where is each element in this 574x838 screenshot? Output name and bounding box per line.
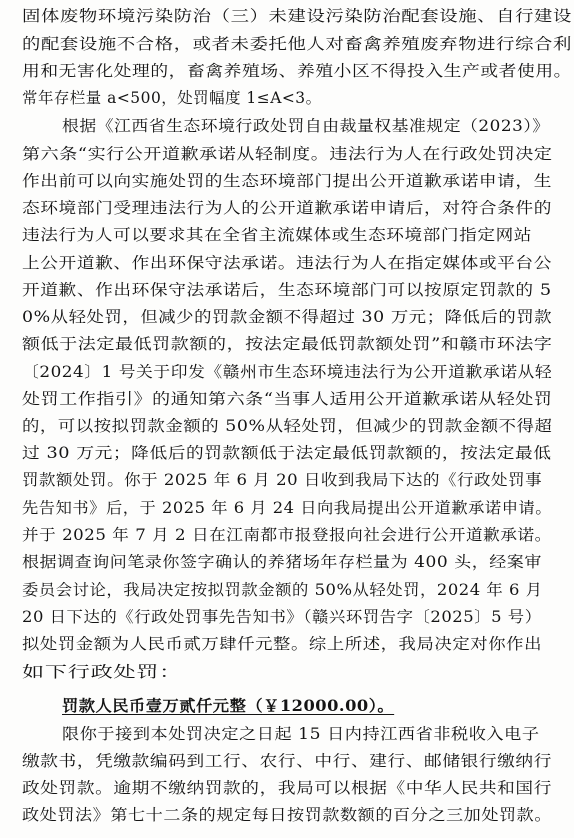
text-line: 如下行政处罚： <box>22 663 183 681</box>
text-line: 缴款书，凭缴款编码到工行、农行、中行、建行、邮储银行缴纳行 <box>22 752 552 770</box>
text-line: 20 日下达的《行政处罚事先告知书》（赣兴环罚告字〔2025〕5 号） <box>22 608 542 626</box>
text-line: 并于 2025 年 7 月 2 日在江南都市报登报向社会进行公开道歉承诺。 <box>22 526 552 544</box>
text-line: 过 30 万元；降低后的罚款额低于法定最低罚款额的，按法定最低 <box>22 444 552 462</box>
text-line: 委员会讨论，我局决定按拟罚款金额的 50%从轻处罚，2024 年 6 月 <box>22 581 543 599</box>
text-line: 拟处罚金额为人民币贰万肆仟元整。综上所述，我局决定对你作出 <box>22 635 543 653</box>
text-line: 先告知书》后，于 2025 年 6 月 24 日向我局提出公开道歉承诺申请。 <box>22 499 553 517</box>
text-line: 的配套设施不合格，或者未委托他人对畜禽养殖废弃物进行综合利 <box>22 35 572 53</box>
text-line: 处罚工作指引》的通知第六条“当事人适用公开道歉承诺从轻处罚 <box>22 390 553 408</box>
text-line: 0%从轻处罚，但减少的罚款金额不得超过 30 万元；降低后的罚款 <box>22 308 553 326</box>
text-line: 罚款额处罚。你于 2025 年 6 月 20 日收到我局下达的《行政处罚事 <box>22 471 543 489</box>
text-line: 根据《江西省生态环境行政处罚自由裁量权基准规定（2023）》 <box>62 117 550 135</box>
text-line: 政处罚法》第七十二条的规定每日按罚款数额的百分之三加处罚款。 <box>22 806 553 824</box>
text-line: 第六条“实行公开道歉承诺从轻制度。违法行为人在行政处罚决定 <box>22 145 553 163</box>
text-line: 的，可以按拟罚款金额的 50%从轻处罚，但减少的罚款金额不得超 <box>22 417 553 435</box>
text-line: 违法行为人可以要求其在全省主流媒体或生态环境部门指定网站 <box>22 226 533 244</box>
text-line: 额低于法定最低罚款额的，按法定最低罚款额处罚”和赣市环法字 <box>22 335 553 353</box>
text-line: 固体废物环境污染防治（三）未建设污染防治配套设施、自行建设 <box>22 7 572 25</box>
text-line: 上公开道歉、作出环保守法承诺。违法行为人在指定媒体或平台公 <box>22 254 552 272</box>
text-line: 用和无害化处理的，畜禽养殖场、养殖小区不得投入生产或者使用。 <box>22 62 573 80</box>
text-line: 〔2024〕1 号关于印发《赣州市生态环境违法行为公开道歉承诺从轻 <box>22 363 553 381</box>
text-line: 开道歉、作出环保守法承诺后，生态环境部门可以按原定罚款的 5 <box>22 281 552 299</box>
text-line: 限你于接到本处罚决定之日起 15 日内持江西省非税收入电子 <box>62 725 540 743</box>
penalty-amount: 罚款人民币壹万贰仟元整（￥12000.00）。 <box>62 696 395 715</box>
text-line: 根据调查询问笔录你签字确认的养猪场年存栏量为 400 头，经案审 <box>22 553 542 571</box>
text-line: 政处罚款。逾期不缴纳罚款的，我局可以根据《中华人民共和国行 <box>22 779 552 797</box>
text-line: 常年存栏量 a<500，处罚幅度 1≤A<3。 <box>22 89 322 107</box>
text-line: 态环境部门受理违法行为人的公开道歉承诺申请后，对符合条件的 <box>22 199 552 217</box>
text-line: 作出前可以向实施处罚的生态环境部门提出公开道歉承诺申请，生 <box>22 172 552 190</box>
